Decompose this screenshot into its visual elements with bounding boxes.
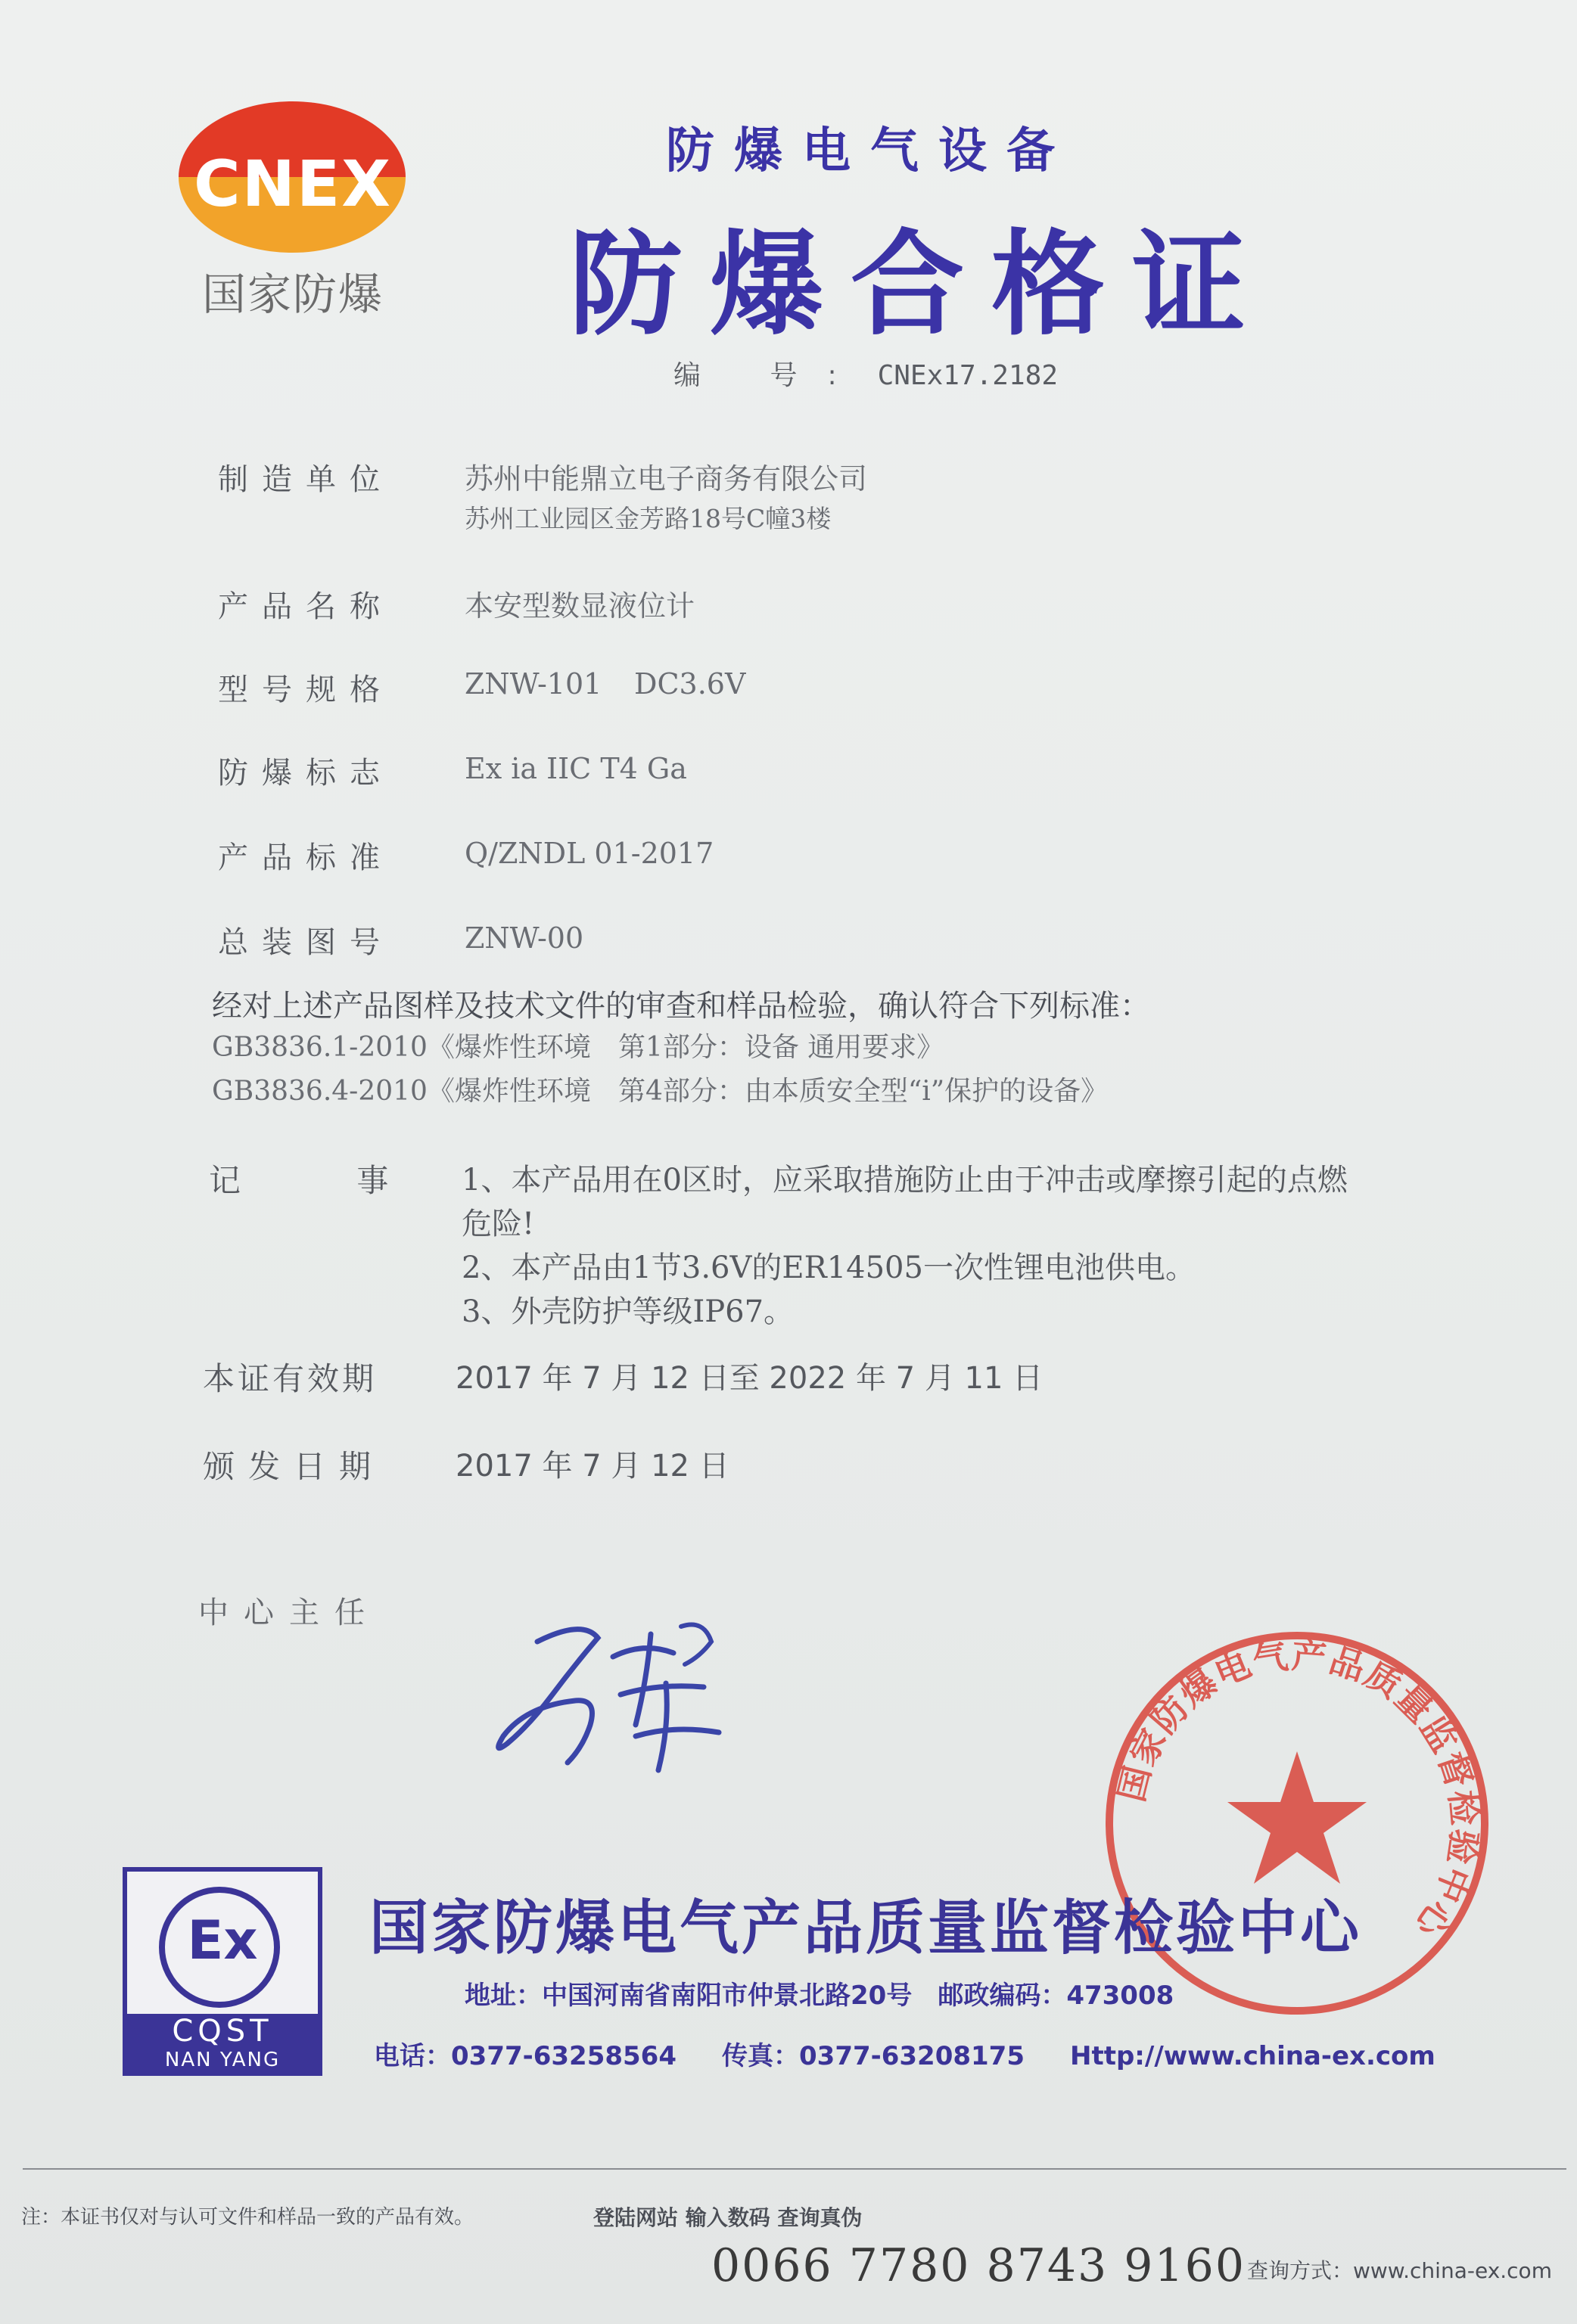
verification-hint: 登陆网站 输入数码 查询真伪 xyxy=(593,2205,863,2230)
nan-yang-text: NAN YANG xyxy=(164,2049,281,2071)
notes-label: 记 事 xyxy=(209,1162,442,1199)
website-link[interactable]: Http://www.china-ex.com xyxy=(1070,2041,1435,2071)
cnex-logo xyxy=(168,97,418,339)
director-signature xyxy=(484,1611,772,1785)
standard-line: GB3836.1-2010《爆炸性环境 第1部分：设备 通用要求》 xyxy=(212,1032,944,1063)
cqst-text: CQST xyxy=(172,2014,273,2049)
seal-text: 国家防爆电气产品质量监督检验中心 xyxy=(1110,1634,1486,1947)
standard-label: 产品标准 xyxy=(218,840,393,875)
phone: 电话：0377-63258564 xyxy=(374,2041,677,2071)
manufacturer-value: 苏州中能鼎立电子商务有限公司 xyxy=(465,462,868,496)
cqst-logo xyxy=(123,1867,322,2076)
document-category: 防爆电气设备 xyxy=(666,123,1075,179)
query-method: 查询方式：www.china-ex.com xyxy=(1247,2258,1552,2283)
note-line: 1、本产品用在0区时，应采取措施防止由于冲击或摩擦引起的点燃 xyxy=(462,1163,1348,1198)
logo-subtitle: 国家防爆 xyxy=(201,269,384,320)
validity-value: 2017 年 7 月 12 日至 2022 年 7 月 11 日 xyxy=(456,1361,1044,1396)
certificate-number xyxy=(673,354,1058,393)
note-line: 2、本产品由1节3.6V的ER14505一次性锂电池供电。 xyxy=(462,1251,1196,1285)
director-label: 中心主任 xyxy=(198,1595,380,1630)
standard-value: Q/ZNDL 01-2017 xyxy=(465,837,714,870)
certificate-number-value: CNEx17.2182 xyxy=(877,360,1058,391)
product-name-label: 产品名称 xyxy=(218,589,393,624)
footer-divider xyxy=(23,2168,1566,2170)
model-spec: DC3.6V xyxy=(634,667,746,701)
drawing-value: ZNW-00 xyxy=(465,921,584,955)
contact-line xyxy=(374,2035,1481,2072)
standard-line: GB3836.4-2010《爆炸性环境 第4部分：由本质安全型“i”保护的设备》 xyxy=(212,1076,1109,1107)
verification-code: 0066 7780 8743 9160 xyxy=(711,2239,1246,2292)
conformity-statement: 经对上述产品图样及技术文件的审查和样品检验，确认符合下列标准： xyxy=(212,989,1150,1024)
note-line: 危险! xyxy=(462,1207,535,1241)
model-label: 型号规格 xyxy=(218,673,393,707)
ex-mark-label: 防爆标志 xyxy=(218,756,393,791)
validity-note: 注：本证书仅对与认可文件和样品一致的产品有效。 xyxy=(21,2206,474,2229)
note-line: 3、外壳防护等级IP67。 xyxy=(462,1294,795,1329)
fax: 传真：0377-63208175 xyxy=(722,2041,1025,2071)
logo-text: CNEX xyxy=(193,147,393,221)
ex-mark-value: Ex ia IIC T4 Ga xyxy=(465,752,687,785)
issue-date-label: 颁发日期 xyxy=(203,1448,385,1485)
validity-label: 本证有效期 xyxy=(203,1360,378,1397)
issuing-center-address: 地址：中国河南省南阳市仲景北路20号 邮政编码：473008 xyxy=(465,1981,1174,2011)
issuing-center-name: 国家防爆电气产品质量监督检验中心 xyxy=(369,1894,1363,1962)
document-title: 防爆合格证 xyxy=(569,219,1274,351)
product-name-value: 本安型数显液位计 xyxy=(465,589,695,623)
manufacturer-label: 制造单位 xyxy=(218,462,393,497)
ex-logo-text: Ex xyxy=(187,1909,258,1971)
certificate-number-label: 编 号: xyxy=(673,360,867,391)
manufacturer-address: 苏州工业园区金芳路18号C幢3楼 xyxy=(465,504,832,533)
issue-date-value: 2017 年 7 月 12 日 xyxy=(456,1449,729,1484)
drawing-label: 总装图号 xyxy=(218,925,393,960)
model-value: ZNW-101 xyxy=(465,667,602,701)
